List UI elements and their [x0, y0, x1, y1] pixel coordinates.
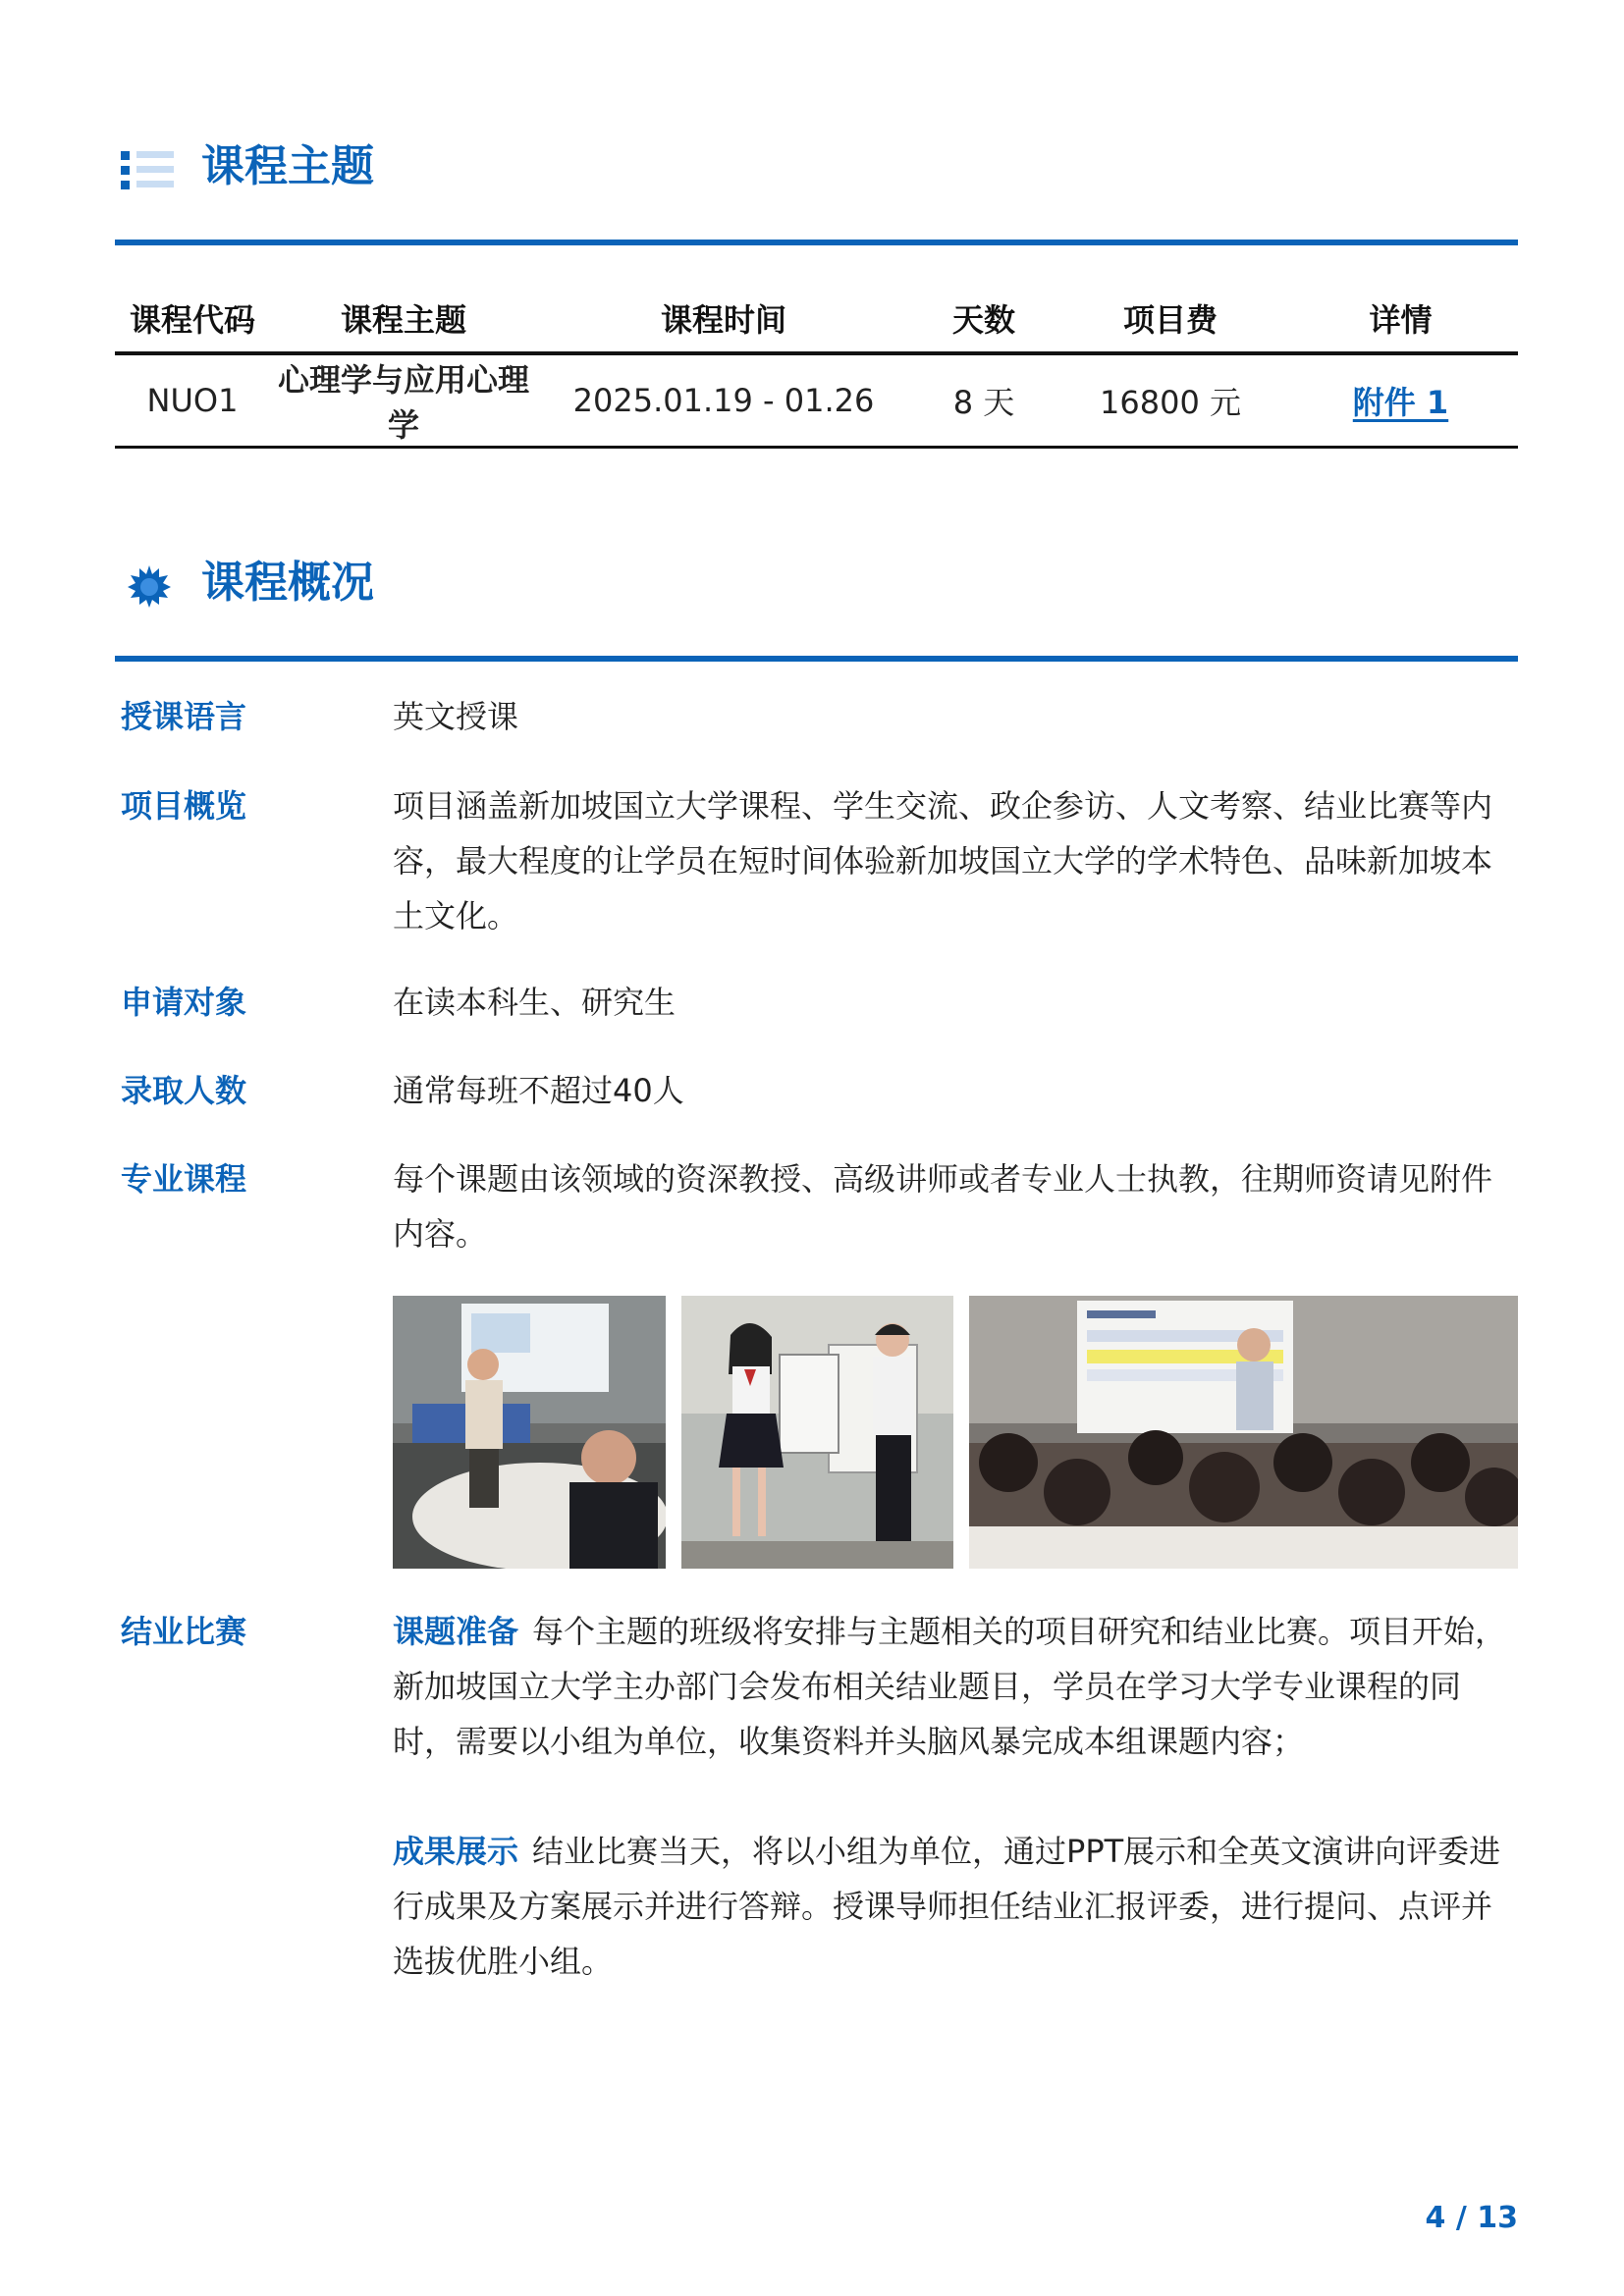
courses-value: 每个课题由该领域的资深教授、高级讲师或者专业人士执教，往期师资请见附件内容。: [393, 1160, 1493, 1253]
show-paragraph: [393, 1824, 1518, 1989]
course-time: 2025.01.19 - 01.26: [537, 353, 910, 448]
student-presentation-photo: [681, 1296, 953, 1569]
overview-courses: [115, 1151, 1518, 1261]
audience-value: 在读本科生、研究生: [393, 984, 677, 1021]
summary-label: 项目概览: [121, 787, 247, 825]
audience-label: 申请对象: [121, 984, 247, 1021]
paragraph-gap: [393, 1769, 1518, 1824]
group-workshop-photo: [969, 1296, 1518, 1569]
section-title: 课程概况: [201, 558, 374, 608]
admission-value: 通常每班不超过40人: [393, 1072, 684, 1109]
admission-label: 录取人数: [121, 1072, 247, 1109]
list-icon: [121, 147, 176, 194]
table-header-row: [115, 285, 1518, 353]
language-label: 授课语言: [121, 698, 247, 735]
course-fee: 16800 元: [1057, 353, 1283, 448]
course-detail-cell: [1283, 353, 1518, 448]
overview-summary: [115, 778, 1518, 943]
page-number: 4 / 13: [1425, 2201, 1518, 2235]
header-detail: 详情: [1283, 285, 1518, 353]
attachment-link[interactable]: 附件 1: [1352, 384, 1449, 421]
table-row: [115, 353, 1518, 448]
header-code: 课程代码: [115, 285, 270, 353]
section-title: 课程主题: [201, 141, 374, 191]
prep-paragraph: [393, 1604, 1518, 1769]
header-days: 天数: [910, 285, 1057, 353]
course-code: NUO1: [115, 353, 270, 448]
language-value: 英文授课: [393, 698, 519, 735]
course-topic: 心理学与应用心理学: [270, 353, 537, 448]
overview-admission: [115, 1063, 1518, 1118]
section-header-course-topic: [115, 137, 1518, 245]
header-time: 课程时间: [537, 285, 910, 353]
course-days: 8 天: [910, 353, 1057, 448]
sunburst-icon: [127, 563, 172, 609]
classroom-lecture-photo: [393, 1296, 666, 1569]
course-table: [115, 285, 1518, 449]
summary-value: 项目涵盖新加坡国立大学课程、学生交流、政企参访、人文考察、结业比赛等内容，最大程度的让学员在短时间体验新加坡国立大学的学术特色、品味新加坡本土文化。: [393, 787, 1493, 934]
overview-language: [115, 689, 1518, 744]
section-header-course-overview: [115, 554, 1518, 662]
overview-audience: [115, 975, 1518, 1030]
competition-content: [393, 1604, 1518, 1989]
show-title: 成果展示: [393, 1833, 519, 1870]
prep-title: 课题准备: [393, 1613, 519, 1650]
competition-label: 结业比赛: [121, 1613, 247, 1650]
section-divider: [115, 656, 1518, 662]
photo-strip: [393, 1296, 1518, 1569]
overview-competition: [115, 1604, 1518, 1997]
header-topic: 课程主题: [270, 285, 537, 353]
prep-text: 每个主题的班级将安排与主题相关的项目研究和结业比赛。项目开始，新加坡国立大学主办部门会发布相关结业题目，学员在学习大学专业课程的同时，需要以小组为单位，收集资料并头脑风暴完成本组课题内容；: [393, 1613, 1507, 1760]
courses-label: 专业课程: [121, 1160, 247, 1198]
section-divider: [115, 240, 1518, 245]
show-text: 结业比赛当天，将以小组为单位，通过PPT展示和全英文演讲向评委进行成果及方案展示并进行答辩。授课导师担任结业汇报评委，进行提问、点评并选拔优胜小组。: [393, 1833, 1501, 1980]
header-fee: 项目费: [1057, 285, 1283, 353]
